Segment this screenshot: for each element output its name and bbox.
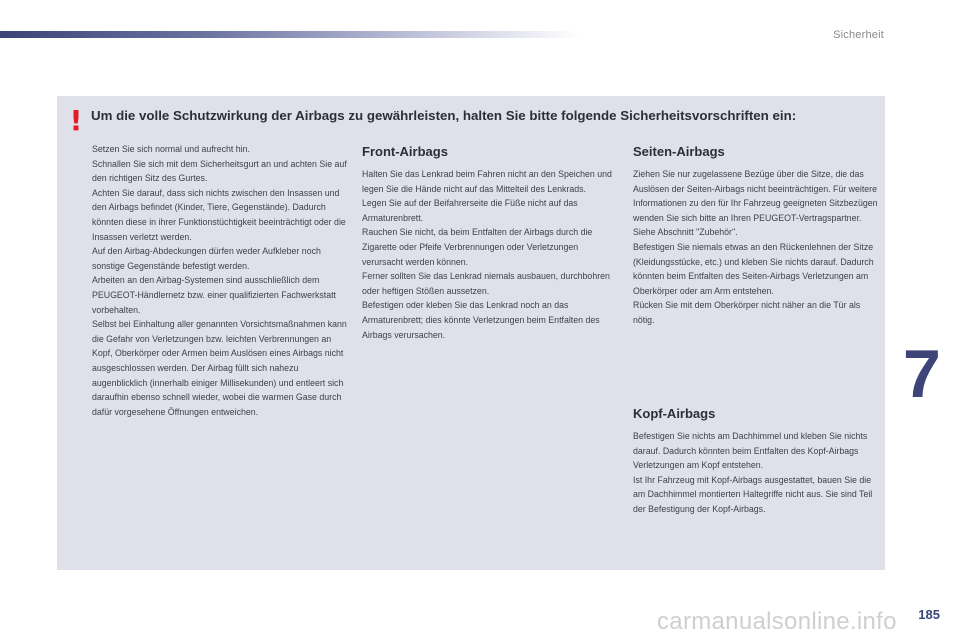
paragraph: Selbst bei Einhaltung aller genannten Vorsichtsmaßnahmen kann die Gefahr von Verletzungen bzw. leichten Verbrennungen an Kopf, Oberkörper oder Armen beim Auslösen eines Airbags nicht ausgeschlossen werden. Der Airbag füllt sich nahezu augenblicklich (innerhalb einiger Millisekunden) und entleert sich daraufhin ebenso schnell wieder, wobei die warmen Gase durch dafür vorgesehene Öffnungen entweichen. [92, 319, 347, 417]
page-number: 185 [918, 607, 940, 622]
front-airbags-section [362, 144, 612, 342]
head-airbags-section [633, 406, 881, 517]
paragraph: Rücken Sie mit dem Oberkörper nicht näher an die Tür als nötig. [633, 300, 861, 325]
front-airbags-title: Front-Airbags [362, 144, 448, 159]
watermark: carmanualsonline.info [657, 608, 897, 635]
paragraph: Rauchen Sie nicht, da beim Entfalten der Airbags durch die Zigarette oder Pfeife Verbrennungen oder Verletzungen verursacht werden können. [362, 227, 593, 267]
safety-panel [57, 96, 885, 570]
paragraph: Arbeiten an den Airbag-Systemen sind ausschließlich dem PEUGEOT-Händlernetz bzw. einer qualifizierten Fachwerkstatt vorbehalten. [92, 275, 336, 315]
paragraph: Befestigen oder kleben Sie das Lenkrad noch an das Armaturenbrett; dies könnte Verletzungen beim Entfalten des Airbags verursachen. [362, 300, 600, 340]
exclamation-icon: ! [69, 104, 83, 137]
panel-heading: Um die volle Schutzwirkung der Airbags zu gewährleisten, halten Sie bitte folgende Sicherheitsvorschriften ein: [91, 108, 797, 123]
paragraph: Schnallen Sie sich mit dem Sicherheitsgurt an und achten Sie auf den richtigen Sitz des Gurtes. [92, 158, 347, 184]
paragraph: Ferner sollten Sie das Lenkrad niemals ausbauen, durchbohren oder heftigen Stößen aussetzen. [362, 271, 610, 296]
paragraph: Ziehen Sie nur zugelassene Bezüge über die Sitze, die das Auslösen der Seiten-Airbags nicht beeinträchtigen. Für weitere Informationen zu den für Ihr Fahrzeug geeigneten Sitzbezügen wenden Sie sich bitte an Ihren PEUGEOT-Vertragspartner. Siehe Abschnitt "Zubehör". [633, 169, 878, 238]
paragraph: Ist Ihr Fahrzeug mit Kopf-Airbags ausgestattet, bauen Sie die am Dachhimmel montierten Haltegriffe nicht aus. Sie sind Teil der Befestigung der Kopf-Airbags. [633, 474, 873, 514]
side-airbags-title: Seiten-Airbags [633, 144, 725, 159]
head-airbags-title: Kopf-Airbags [633, 406, 716, 421]
general-instructions [92, 142, 347, 419]
paragraph: Legen Sie auf der Beifahrerseite die Füße nicht auf das Armaturenbrett. [362, 198, 578, 223]
header-decoration-bar [0, 31, 580, 38]
paragraph: Setzen Sie sich normal und aufrecht hin. [92, 144, 250, 154]
paragraph: Achten Sie darauf, dass sich nichts zwischen den Insassen und den Airbags befindet (Kinder, Tiere, Gegenstände). Dadurch könnten diese in ihrer Funktionstüchtigkeit beeinträchtigt oder die Insassen verletzt werden. [92, 187, 346, 242]
paragraph: Halten Sie das Lenkrad beim Fahren nicht an den Speichen und legen Sie die Hände nicht auf das Mittelteil des Lenkrads. [362, 169, 612, 194]
paragraph: Auf den Airbag-Abdeckungen dürfen weder Aufkleber noch sonstige Gegenstände befestigt werden. [92, 246, 321, 271]
chapter-number: 7 [903, 336, 941, 412]
side-airbags-section [633, 144, 881, 328]
paragraph: Befestigen Sie niemals etwas an den Rückenlehnen der Sitze (Kleidungsstücke, etc.) und kleben Sie nichts darauf. Dadurch könnten beim Entfalten des Seiten-Airbags Verletzungen am Oberkörper oder am Arm entstehen. [633, 241, 874, 296]
section-title: Sicherheit [833, 29, 884, 41]
paragraph: Befestigen Sie nichts am Dachhimmel und kleben Sie nichts darauf. Dadurch könnten beim Entfalten des Kopf-Airbags Verletzungen am Kopf entstehen. [633, 431, 868, 471]
